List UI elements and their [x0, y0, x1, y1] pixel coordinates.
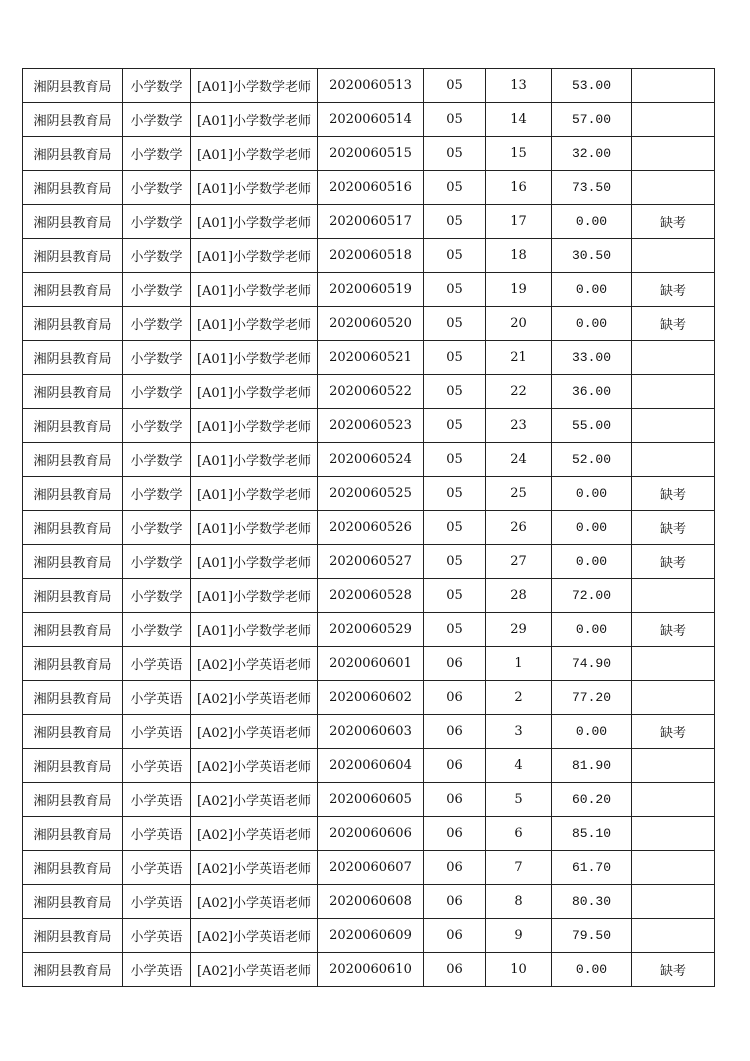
room-cell: 06: [424, 885, 486, 919]
unit-cell: 湘阴县教育局: [23, 239, 123, 273]
unit-cell: 湘阴县教育局: [23, 341, 123, 375]
position-cell: [A02]小学英语老师: [191, 783, 318, 817]
table-row: [23, 69, 715, 103]
note-cell: [632, 409, 715, 443]
unit-cell: 湘阴县教育局: [23, 103, 123, 137]
ticket-number-cell: 2020060608: [318, 885, 424, 919]
unit-cell: 湘阴县教育局: [23, 613, 123, 647]
score-cell: 0.00: [552, 477, 632, 511]
note-cell: [632, 341, 715, 375]
score-cell: 0.00: [552, 613, 632, 647]
score-cell: 0.00: [552, 953, 632, 987]
ticket-number-cell: 2020060605: [318, 783, 424, 817]
subject-cell: 小学数学: [123, 443, 191, 477]
subject-cell: 小学数学: [123, 341, 191, 375]
subject-cell: 小学数学: [123, 205, 191, 239]
score-cell: 0.00: [552, 545, 632, 579]
room-cell: 05: [424, 103, 486, 137]
score-cell: 81.90: [552, 749, 632, 783]
unit-cell: 湘阴县教育局: [23, 783, 123, 817]
subject-cell: 小学数学: [123, 171, 191, 205]
position-cell: [A01]小学数学老师: [191, 409, 318, 443]
table-row: [23, 851, 715, 885]
seat-cell: 15: [486, 137, 552, 171]
position-cell: [A01]小学数学老师: [191, 613, 318, 647]
seat-cell: 6: [486, 817, 552, 851]
note-cell: [632, 851, 715, 885]
subject-cell: 小学数学: [123, 511, 191, 545]
table-row: [23, 477, 715, 511]
room-cell: 06: [424, 851, 486, 885]
seat-cell: 2: [486, 681, 552, 715]
ticket-number-cell: 2020060515: [318, 137, 424, 171]
score-cell: 72.00: [552, 579, 632, 613]
position-cell: [A02]小学英语老师: [191, 715, 318, 749]
table-row: [23, 647, 715, 681]
table-row: [23, 613, 715, 647]
seat-cell: 27: [486, 545, 552, 579]
subject-cell: 小学数学: [123, 69, 191, 103]
room-cell: 05: [424, 205, 486, 239]
score-cell: 73.50: [552, 171, 632, 205]
subject-cell: 小学数学: [123, 545, 191, 579]
seat-cell: 28: [486, 579, 552, 613]
room-cell: 06: [424, 953, 486, 987]
seat-cell: 18: [486, 239, 552, 273]
ticket-number-cell: 2020060609: [318, 919, 424, 953]
unit-cell: 湘阴县教育局: [23, 137, 123, 171]
subject-cell: 小学英语: [123, 715, 191, 749]
note-cell: [632, 783, 715, 817]
position-cell: [A01]小学数学老师: [191, 205, 318, 239]
subject-cell: 小学英语: [123, 885, 191, 919]
seat-cell: 3: [486, 715, 552, 749]
score-cell: 53.00: [552, 69, 632, 103]
note-cell: [632, 919, 715, 953]
subject-cell: 小学数学: [123, 477, 191, 511]
score-cell: 33.00: [552, 341, 632, 375]
ticket-number-cell: 2020060603: [318, 715, 424, 749]
subject-cell: 小学英语: [123, 783, 191, 817]
note-cell: 缺考: [632, 205, 715, 239]
position-cell: [A01]小学数学老师: [191, 375, 318, 409]
table-row: [23, 953, 715, 987]
score-cell: 0.00: [552, 205, 632, 239]
seat-cell: 26: [486, 511, 552, 545]
position-cell: [A01]小学数学老师: [191, 171, 318, 205]
unit-cell: 湘阴县教育局: [23, 919, 123, 953]
ticket-number-cell: 2020060602: [318, 681, 424, 715]
unit-cell: 湘阴县教育局: [23, 307, 123, 341]
room-cell: 05: [424, 307, 486, 341]
unit-cell: 湘阴县教育局: [23, 715, 123, 749]
unit-cell: 湘阴县教育局: [23, 69, 123, 103]
position-cell: [A01]小学数学老师: [191, 307, 318, 341]
note-cell: 缺考: [632, 953, 715, 987]
seat-cell: 25: [486, 477, 552, 511]
table-row: [23, 103, 715, 137]
score-cell: 30.50: [552, 239, 632, 273]
seat-cell: 29: [486, 613, 552, 647]
score-cell: 36.00: [552, 375, 632, 409]
room-cell: 06: [424, 715, 486, 749]
seat-cell: 17: [486, 205, 552, 239]
seat-cell: 24: [486, 443, 552, 477]
ticket-number-cell: 2020060521: [318, 341, 424, 375]
ticket-number-cell: 2020060601: [318, 647, 424, 681]
note-cell: 缺考: [632, 477, 715, 511]
position-cell: [A01]小学数学老师: [191, 239, 318, 273]
ticket-number-cell: 2020060516: [318, 171, 424, 205]
note-cell: [632, 885, 715, 919]
position-cell: [A02]小学英语老师: [191, 647, 318, 681]
note-cell: 缺考: [632, 273, 715, 307]
seat-cell: 8: [486, 885, 552, 919]
ticket-number-cell: 2020060523: [318, 409, 424, 443]
subject-cell: 小学数学: [123, 409, 191, 443]
table-row: [23, 375, 715, 409]
ticket-number-cell: 2020060524: [318, 443, 424, 477]
table-row: [23, 749, 715, 783]
ticket-number-cell: 2020060513: [318, 69, 424, 103]
table-row: [23, 205, 715, 239]
note-cell: [632, 103, 715, 137]
subject-cell: 小学英语: [123, 749, 191, 783]
subject-cell: 小学英语: [123, 647, 191, 681]
note-cell: [632, 375, 715, 409]
ticket-number-cell: 2020060604: [318, 749, 424, 783]
score-cell: 80.30: [552, 885, 632, 919]
subject-cell: 小学英语: [123, 851, 191, 885]
unit-cell: 湘阴县教育局: [23, 817, 123, 851]
score-cell: 0.00: [552, 511, 632, 545]
ticket-number-cell: 2020060514: [318, 103, 424, 137]
table-row: [23, 137, 715, 171]
score-cell: 61.70: [552, 851, 632, 885]
room-cell: 05: [424, 409, 486, 443]
note-cell: 缺考: [632, 545, 715, 579]
score-cell: 52.00: [552, 443, 632, 477]
subject-cell: 小学数学: [123, 579, 191, 613]
note-cell: [632, 171, 715, 205]
unit-cell: 湘阴县教育局: [23, 171, 123, 205]
subject-cell: 小学英语: [123, 817, 191, 851]
table-row: [23, 715, 715, 749]
room-cell: 06: [424, 919, 486, 953]
position-cell: [A01]小学数学老师: [191, 511, 318, 545]
room-cell: 05: [424, 341, 486, 375]
table-row: [23, 783, 715, 817]
subject-cell: 小学数学: [123, 103, 191, 137]
position-cell: [A02]小学英语老师: [191, 749, 318, 783]
table-row: [23, 511, 715, 545]
seat-cell: 16: [486, 171, 552, 205]
seat-cell: 7: [486, 851, 552, 885]
note-cell: 缺考: [632, 715, 715, 749]
subject-cell: 小学数学: [123, 273, 191, 307]
room-cell: 06: [424, 817, 486, 851]
subject-cell: 小学数学: [123, 239, 191, 273]
position-cell: [A02]小学英语老师: [191, 953, 318, 987]
note-cell: 缺考: [632, 511, 715, 545]
seat-cell: 10: [486, 953, 552, 987]
ticket-number-cell: 2020060526: [318, 511, 424, 545]
unit-cell: 湘阴县教育局: [23, 579, 123, 613]
seat-cell: 4: [486, 749, 552, 783]
score-cell: 60.20: [552, 783, 632, 817]
position-cell: [A01]小学数学老师: [191, 545, 318, 579]
seat-cell: 20: [486, 307, 552, 341]
subject-cell: 小学数学: [123, 613, 191, 647]
score-cell: 32.00: [552, 137, 632, 171]
table-row: [23, 545, 715, 579]
note-cell: 缺考: [632, 307, 715, 341]
table-row: [23, 443, 715, 477]
table-row: [23, 273, 715, 307]
position-cell: [A02]小学英语老师: [191, 851, 318, 885]
ticket-number-cell: 2020060518: [318, 239, 424, 273]
seat-cell: 22: [486, 375, 552, 409]
table-row: [23, 341, 715, 375]
unit-cell: 湘阴县教育局: [23, 681, 123, 715]
ticket-number-cell: 2020060528: [318, 579, 424, 613]
table-row: [23, 409, 715, 443]
subject-cell: 小学数学: [123, 137, 191, 171]
score-cell: 74.90: [552, 647, 632, 681]
position-cell: [A01]小学数学老师: [191, 137, 318, 171]
table-row: [23, 171, 715, 205]
table-row: [23, 579, 715, 613]
room-cell: 06: [424, 749, 486, 783]
position-cell: [A01]小学数学老师: [191, 273, 318, 307]
note-cell: [632, 681, 715, 715]
unit-cell: 湘阴县教育局: [23, 851, 123, 885]
seat-cell: 23: [486, 409, 552, 443]
note-cell: [632, 137, 715, 171]
unit-cell: 湘阴县教育局: [23, 647, 123, 681]
subject-cell: 小学英语: [123, 919, 191, 953]
unit-cell: 湘阴县教育局: [23, 375, 123, 409]
room-cell: 05: [424, 239, 486, 273]
table-row: [23, 307, 715, 341]
ticket-number-cell: 2020060525: [318, 477, 424, 511]
position-cell: [A02]小学英语老师: [191, 681, 318, 715]
room-cell: 05: [424, 69, 486, 103]
note-cell: 缺考: [632, 613, 715, 647]
room-cell: 06: [424, 783, 486, 817]
position-cell: [A01]小学数学老师: [191, 579, 318, 613]
score-table-body: [23, 69, 715, 987]
ticket-number-cell: 2020060529: [318, 613, 424, 647]
score-table: [22, 68, 715, 987]
unit-cell: 湘阴县教育局: [23, 409, 123, 443]
table-row: [23, 681, 715, 715]
seat-cell: 19: [486, 273, 552, 307]
seat-cell: 5: [486, 783, 552, 817]
room-cell: 05: [424, 137, 486, 171]
subject-cell: 小学数学: [123, 375, 191, 409]
unit-cell: 湘阴县教育局: [23, 273, 123, 307]
seat-cell: 21: [486, 341, 552, 375]
position-cell: [A02]小学英语老师: [191, 817, 318, 851]
room-cell: 05: [424, 579, 486, 613]
score-cell: 0.00: [552, 715, 632, 749]
score-cell: 77.20: [552, 681, 632, 715]
unit-cell: 湘阴县教育局: [23, 749, 123, 783]
score-cell: 79.50: [552, 919, 632, 953]
room-cell: 06: [424, 647, 486, 681]
table-row: [23, 817, 715, 851]
room-cell: 05: [424, 477, 486, 511]
room-cell: 05: [424, 273, 486, 307]
position-cell: [A02]小学英语老师: [191, 919, 318, 953]
room-cell: 05: [424, 443, 486, 477]
subject-cell: 小学英语: [123, 953, 191, 987]
room-cell: 05: [424, 545, 486, 579]
unit-cell: 湘阴县教育局: [23, 477, 123, 511]
seat-cell: 13: [486, 69, 552, 103]
position-cell: [A01]小学数学老师: [191, 443, 318, 477]
ticket-number-cell: 2020060519: [318, 273, 424, 307]
note-cell: [632, 443, 715, 477]
table-row: [23, 885, 715, 919]
unit-cell: 湘阴县教育局: [23, 953, 123, 987]
unit-cell: 湘阴县教育局: [23, 205, 123, 239]
position-cell: [A01]小学数学老师: [191, 341, 318, 375]
ticket-number-cell: 2020060520: [318, 307, 424, 341]
seat-cell: 1: [486, 647, 552, 681]
ticket-number-cell: 2020060606: [318, 817, 424, 851]
unit-cell: 湘阴县教育局: [23, 545, 123, 579]
ticket-number-cell: 2020060610: [318, 953, 424, 987]
position-cell: [A02]小学英语老师: [191, 885, 318, 919]
seat-cell: 14: [486, 103, 552, 137]
unit-cell: 湘阴县教育局: [23, 885, 123, 919]
ticket-number-cell: 2020060522: [318, 375, 424, 409]
score-cell: 0.00: [552, 273, 632, 307]
unit-cell: 湘阴县教育局: [23, 443, 123, 477]
note-cell: [632, 69, 715, 103]
table-row: [23, 239, 715, 273]
score-cell: 55.00: [552, 409, 632, 443]
note-cell: [632, 579, 715, 613]
score-cell: 0.00: [552, 307, 632, 341]
room-cell: 05: [424, 511, 486, 545]
score-cell: 85.10: [552, 817, 632, 851]
room-cell: 05: [424, 171, 486, 205]
position-cell: [A01]小学数学老师: [191, 69, 318, 103]
note-cell: [632, 817, 715, 851]
score-cell: 57.00: [552, 103, 632, 137]
note-cell: [632, 239, 715, 273]
ticket-number-cell: 2020060607: [318, 851, 424, 885]
subject-cell: 小学英语: [123, 681, 191, 715]
position-cell: [A01]小学数学老师: [191, 477, 318, 511]
subject-cell: 小学数学: [123, 307, 191, 341]
note-cell: [632, 647, 715, 681]
room-cell: 05: [424, 613, 486, 647]
note-cell: [632, 749, 715, 783]
table-row: [23, 919, 715, 953]
unit-cell: 湘阴县教育局: [23, 511, 123, 545]
room-cell: 05: [424, 375, 486, 409]
ticket-number-cell: 2020060527: [318, 545, 424, 579]
seat-cell: 9: [486, 919, 552, 953]
ticket-number-cell: 2020060517: [318, 205, 424, 239]
room-cell: 06: [424, 681, 486, 715]
position-cell: [A01]小学数学老师: [191, 103, 318, 137]
